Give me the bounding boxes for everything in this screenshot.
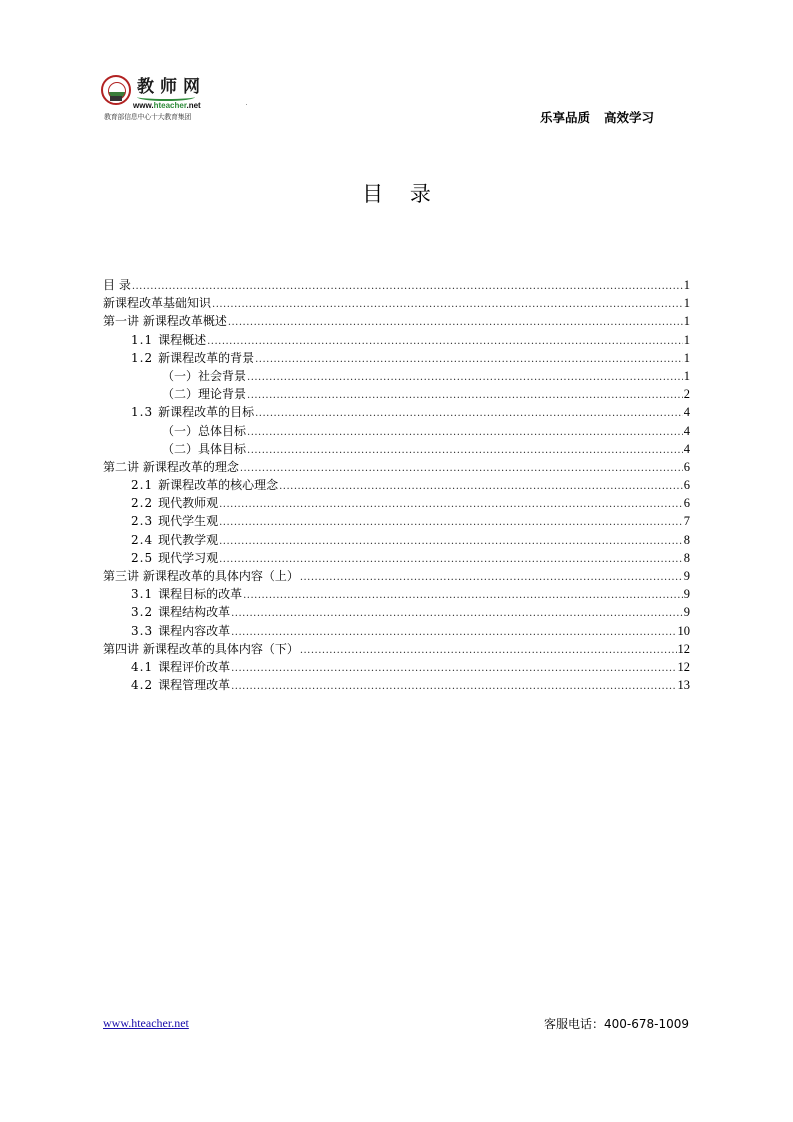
slogan-part-2: 高效学习 [604,110,655,125]
toc-entry[interactable] [103,367,690,385]
toc-entry-number: 3.3 [131,623,154,638]
toc-entry-number: 1.2 [131,350,154,365]
toc-entry-text: 课程目标的改革 [158,587,243,602]
toc-entry-text: 目 录 [103,278,131,292]
toc-entry-page: 1 [683,332,690,347]
toc-entry-label [131,531,218,549]
toc-entry-text: 新课程改革基础知识 [103,296,212,311]
toc-entry-page: 1 [683,314,690,329]
toc-entry-page: 8 [683,550,690,565]
toc-entry[interactable] [103,276,690,294]
toc-entry-text: 新课程改革的背景 [158,350,255,365]
toc-entry[interactable] [103,422,690,440]
toc-entry-page: 13 [677,678,690,693]
toc-entry-page: 10 [677,623,690,638]
toc-entry[interactable] [103,531,690,549]
toc-entry-label [162,385,246,403]
toc-entry[interactable] [103,294,690,312]
dot-leader [247,369,683,387]
toc-entry-label [131,676,230,694]
toc-entry-page: 9 [683,605,690,620]
dot-leader [300,569,683,587]
logo-title: 教师网 [137,77,206,97]
dot-leader [243,587,683,605]
toc-entry-text: 第三讲 新课程改革的具体内容（上） [103,569,299,583]
toc-entry-page: 7 [683,514,690,529]
toc-entry-page: 1 [683,368,690,383]
toc-entry-page: 4 [683,441,690,456]
toc-entry[interactable] [103,440,690,458]
toc-entry-text: （一）总体目标 [162,423,247,438]
toc-entry-number: 1.1 [131,332,154,347]
toc-entry-page: 2 [683,387,690,402]
toc-entry-number: 3.2 [131,605,154,620]
toc-entry-page: 1 [683,296,690,311]
toc-entry[interactable] [103,567,690,585]
toc-entry-number: 4.2 [131,678,154,693]
toc-entry-label [103,458,239,476]
toc-entry-page: 12 [677,641,690,656]
toc-entry-label [131,512,218,530]
toc-entry-number: 2.1 [131,478,154,493]
dot-leader [240,460,683,478]
toc-entry[interactable] [103,349,690,367]
toc-entry-label [103,567,299,585]
toc-entry-text: 课程管理改革 [158,678,231,693]
dot-leader [228,314,683,332]
toc-entry-page: 1 [683,350,690,365]
dot-leader [219,514,683,532]
toc-entry-page: 9 [683,587,690,602]
slogan-part-1: 乐享品质 [540,110,591,125]
toc-entry-number: 3.1 [131,587,154,602]
toc-entry-page: 9 [683,569,690,583]
toc-entry-label [131,622,230,640]
toc-entry[interactable] [103,331,690,349]
toc-entry-text: 第一讲 新课程改革概述 [103,314,227,329]
toc-entry-page: 6 [683,459,690,474]
toc-entry-text: 第四讲 新课程改革的具体内容（下） [103,641,299,656]
toc-entry-label [162,367,246,385]
toc-entry-number: 1.3 [131,405,154,420]
toc-entry-text: 现代学习观 [158,550,219,565]
toc-entry[interactable] [103,476,690,494]
toc-entry-text: 现代学生观 [158,514,219,529]
dot-leader [300,642,677,660]
emblem-icon [101,75,131,105]
toc-entry-page: 8 [683,532,690,547]
toc-entry[interactable] [103,494,690,512]
toc-entry-number: 2.4 [131,532,154,547]
toc-entry[interactable] [103,640,690,658]
dot-leader [132,278,683,296]
toc-entry-label [131,403,254,421]
toc-entry-text: 课程内容改革 [158,623,231,638]
toc-entry-text: 第二讲 新课程改革的理念 [103,459,239,474]
swoosh-icon [137,93,195,101]
toc-entry[interactable] [103,403,690,421]
toc-entry-label [131,476,278,494]
toc-entry[interactable] [103,549,690,567]
dot-leader [231,605,683,623]
toc-entry-text: 课程结构改革 [158,605,231,620]
toc-entry-text: （一）社会背景 [162,368,247,383]
toc-entry[interactable] [103,312,690,330]
dot-leader [207,333,683,351]
toc-entry-number: 2.5 [131,550,154,565]
logo-subtitle: 教育部信息中心十大教育集团 [104,113,192,121]
toc-entry-text: 课程概述 [158,332,207,347]
toc-entry-label [162,422,246,440]
toc-entry-label [131,603,230,621]
dot-leader [255,351,683,369]
toc-entry-page: 4 [683,405,690,420]
toc-entry-page: 1 [683,278,690,292]
toc-entry-text: （二）具体目标 [162,441,247,456]
table-of-contents [103,276,690,694]
toc-entry[interactable] [103,458,690,476]
logo-url: www.hteacher.net [133,101,201,110]
page-title: 目 录 [362,182,441,206]
dot-leader [255,405,683,423]
toc-entry[interactable] [103,385,690,403]
toc-entry-number: 4.1 [131,659,154,674]
footer-phone: 客服电话：400-678-1009 [543,1017,689,1031]
toc-entry-page: 4 [683,423,690,438]
toc-entry-text: 现代教学观 [158,532,219,547]
toc-entry-page: 12 [677,659,690,674]
toc-entry-label [131,349,254,367]
dot-leader [212,296,683,314]
toc-entry-label [131,494,218,512]
toc-entry[interactable] [103,676,690,694]
toc-entry-text: 新课程改革的目标 [158,405,255,420]
toc-entry-label [103,294,211,312]
toc-entry-label [103,312,227,330]
toc-entry-page: 6 [683,478,690,493]
toc-entry-text: 课程评价改革 [158,659,231,674]
dot-leader [219,496,683,514]
toc-entry-text: 现代教师观 [158,496,219,511]
toc-entry[interactable] [103,603,690,621]
footer-website-link[interactable]: www.hteacher.net [103,1016,189,1030]
dot-leader [247,442,683,460]
dot-leader [219,533,683,551]
toc-entry-text: （二）理论背景 [162,387,247,402]
toc-entry-label [131,585,242,603]
toc-entry-label [131,331,206,349]
dot-leader [231,678,676,696]
toc-entry-label [131,658,230,676]
toc-entry[interactable] [103,585,690,603]
dot-leader [279,478,683,496]
toc-entry-page: 6 [683,496,690,511]
toc-entry[interactable] [103,622,690,640]
stray-dot [246,104,247,105]
toc-entry[interactable] [103,658,690,676]
toc-entry-number: 2.3 [131,514,154,529]
dot-leader [247,424,683,442]
toc-entry-label [103,276,131,294]
site-logo [101,72,206,124]
dot-leader [247,387,683,405]
toc-entry-number: 2.2 [131,496,154,511]
toc-entry-text: 新课程改革的核心理念 [158,478,279,493]
dot-leader [231,660,676,678]
toc-entry-label [103,640,299,658]
toc-entry-label [131,549,218,567]
toc-entry[interactable] [103,512,690,530]
header-slogan [540,108,654,126]
toc-entry-label [162,440,246,458]
